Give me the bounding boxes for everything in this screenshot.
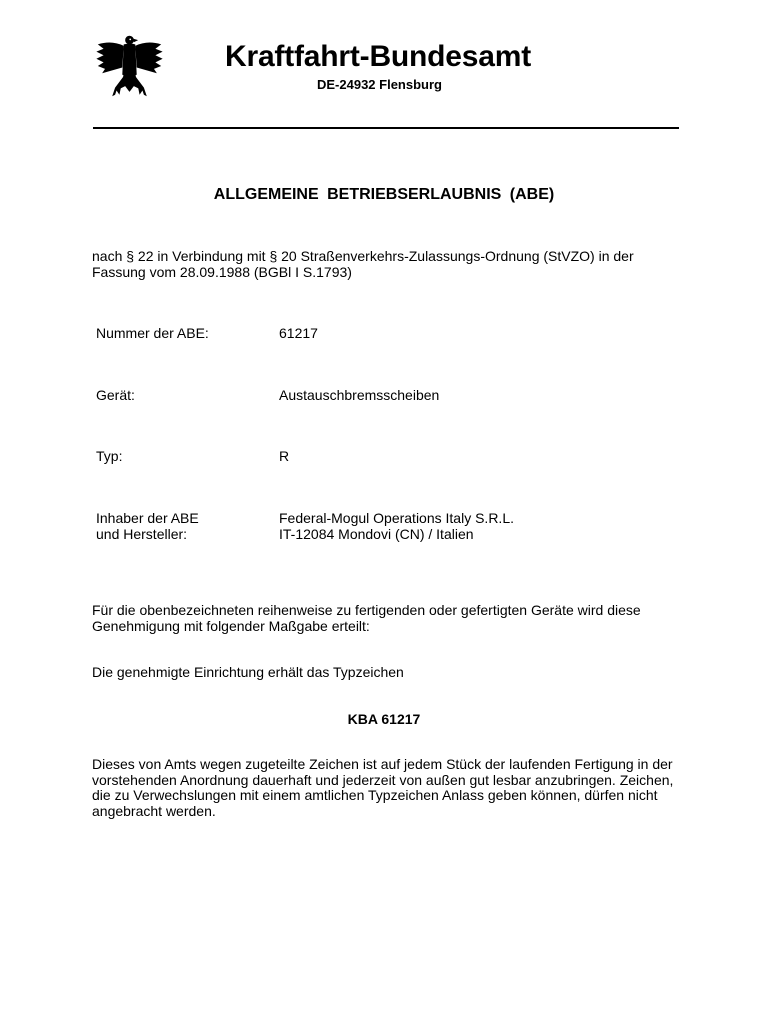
agency-name: Kraftfahrt-Bundesamt	[225, 40, 532, 73]
type-label: Typ:	[96, 448, 123, 464]
holder-value	[279, 511, 679, 542]
holder-label-line1: Inhaber der ABE	[96, 510, 199, 526]
document-title: ALLGEMEINE BETRIEBSERLAUBNIS (ABE)	[213, 186, 555, 203]
approval-text: Für die obenbezeichneten reihenweise zu fertigenden oder gefertigten Geräte wird diese Genehmigung mit folgender Maßgabe erteilt:	[92, 602, 641, 634]
header-divider	[93, 127, 679, 129]
device-value: Austauschbremsscheiben	[279, 387, 440, 403]
holder-label	[96, 511, 266, 542]
holder-label-line2: und Hersteller:	[96, 525, 188, 542]
abe-number-label: Nummer der ABE:	[96, 325, 209, 341]
device-label: Gerät:	[96, 387, 135, 403]
type-mark-intro: Die genehmigte Einrichtung erhält das Typzeichen	[92, 664, 404, 680]
federal-eagle-icon	[93, 30, 166, 102]
legal-basis-text: nach § 22 in Verbindung mit § 20 Straßenverkehrs-Zulassungs-Ordnung (StVZO) in der Fassung vom 28.09.1988 (BGBl I S.1793)	[92, 248, 634, 280]
abe-number-value: 61217	[279, 325, 318, 341]
type-mark: KBA 61217	[347, 711, 421, 727]
holder-address: IT-12084 Mondovi (CN) / Italien	[279, 525, 474, 542]
agency-address: DE-24932 Flensburg	[317, 77, 442, 92]
type-value: R	[279, 448, 290, 464]
marking-rules-text: Dieses von Amts wegen zugeteilte Zeichen ist auf jedem Stück der laufenden Fertigung in der vorstehenden Anordnung dauerhaft und jederzeit von außen gut lesbar anzubringen. Zeichen, die zu Verwechslungen mit einem amtlichen Typzeichen Anlass geben können, dürfen nicht angebracht werden.	[92, 756, 674, 819]
holder-name: Federal-Mogul Operations Italy S.R.L.	[279, 510, 514, 526]
